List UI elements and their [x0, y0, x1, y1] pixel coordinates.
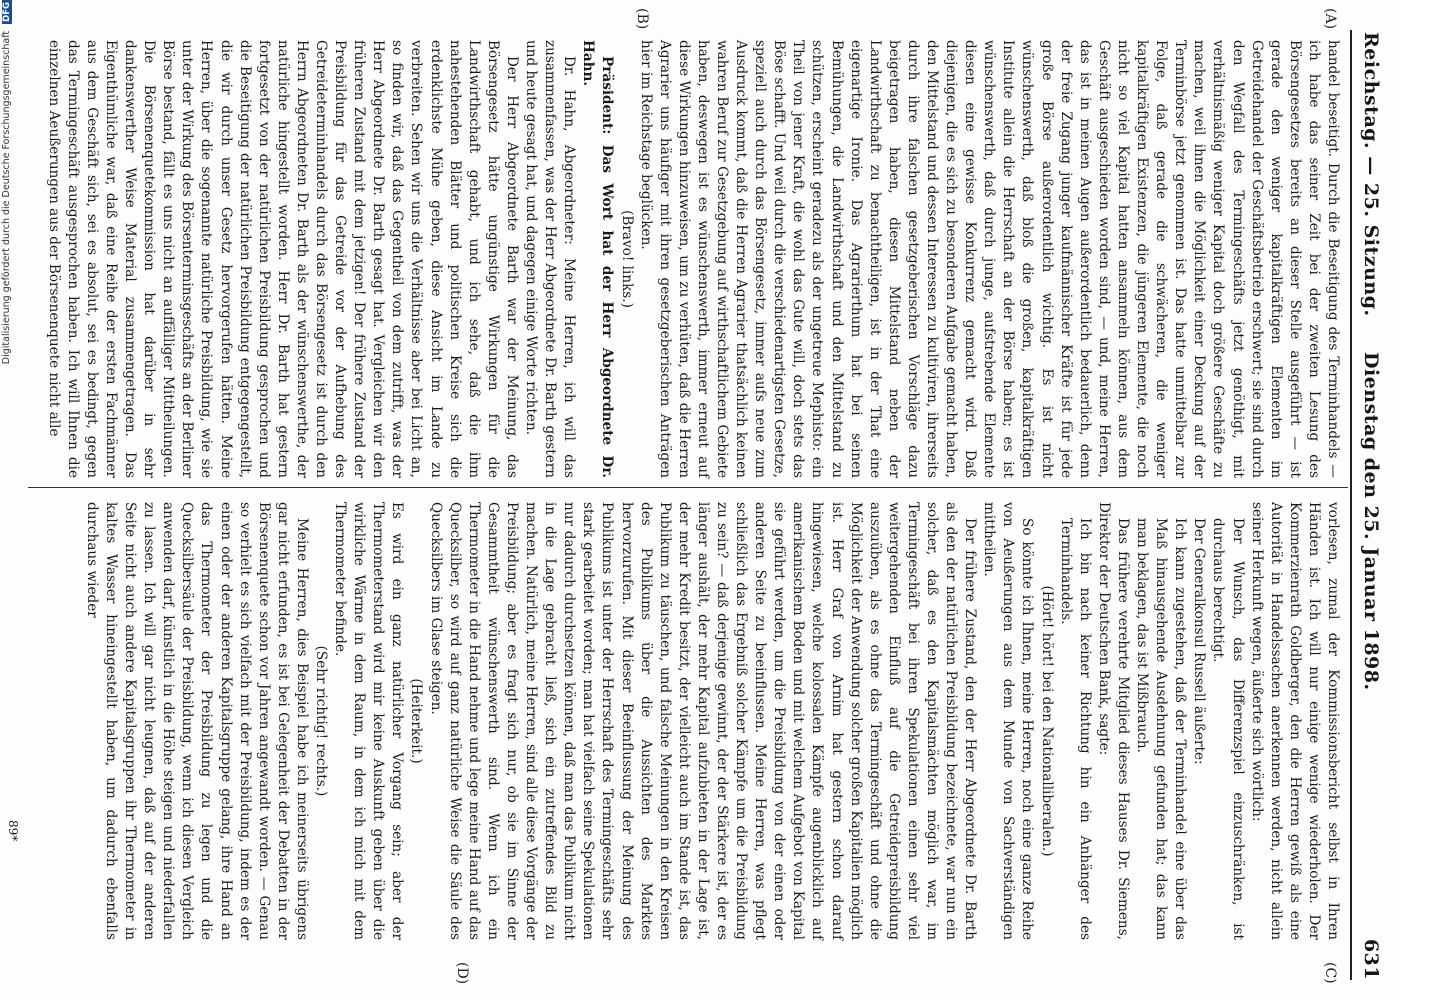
paragraph: Das frühere verehrte Mitglied dieses Hauses Dr. Siemens, Direktor der Deutschen Bank, sagte:: [1095, 502, 1131, 940]
margin-marker-b: (B): [634, 8, 650, 30]
header-rule: [1350, 30, 1352, 980]
margin-marker-a: (A): [1322, 8, 1338, 30]
paragraph: Der frühere Zustand, den der Herr Abgeordnete Dr. Barth als den der natürlichen Preisbildung bezeichnete, war nun ein solcher, daß es den Kapitalsmächten möglich war, im Termingeschäft bei ihren Spekulationen einen sehr viel weitergehenden Einfluß auf die Getreidepreisbildung auszuüben, als es ohne das Termingeschäft und ohne die Möglichkeit der Anwendung solcher großen Kapitalien möglich ist. Herr Graf von Arnim hat gestern schon darauf hingewiesen, welche kolossalen Kämpfe augenblicklich auf amerikanischem Boden und mit welchem Aufgebot von Kapital sie geführt werden, um die Preisbildung von der einen oder anderen Seite zu beeinflussen. Meine Herren, was pflegt schließlich das Ergebniß solcher Kämpfe um die Preisbildung zu sein? — daß derjenige gewinnt, der der Stärkere ist, der es länger aushält, der mehr Kapital aufzubieten in der Lage ist, der mehr Kredit besitzt, der vielleicht auch im Stande ist, das Publikum zu täuschen, und falsche Meinungen in den Kreisen des Publikums über die Aussichten des Marktes hervorzurufen. Mit dieser Beeinflussung der Meinung des Publikums ist unter der Herrschaft des Termingeschäfts sehr stark gearbeitet worden; man hat vielfach seine Spekulationen nur dadurch durchsetzen können, daß man das Publikum nicht in die Lage gebracht ließ, sich ein zutreffendes Bild zu machen. Natürlich, meine Herren, sind alle diese Vorgänge der Preisbildung; aber es fragt sich nur, ob sie im Sinne der Gesammtheit wünschenswerth sind. Wenn ich ein Thermometer in die Hand nehme und lege meine Hand auf das Quecksilber, so wird auf ganz natürliche Weise die Säule des Quecksilbers im Glase steigen.: [427, 502, 979, 940]
interjection: (Hört! hört! bei den Nationalliberalen.): [1038, 585, 1055, 857]
quotation: Ich kann zugestehen, daß der Terminhandel eine über das Maß hinausgehende Ausdehnung gefunden hat; das kann man beklagen, das ist Mißbrauch.: [1134, 518, 1189, 940]
header-left: Reichstag. — 25. Sitzung.: [1360, 32, 1382, 317]
paragraph: So könnte ich Ihnen, meine Herren, noch eine ganze Reihe von Aeußerungen aus dem Munde von Sachverständigen mittheilen.: [981, 502, 1036, 940]
paragraph: Der Herr Abgeordnete Barth war der Meinung, das Börsengesetz hätte ungünstige Wirkungen für die Landwirthschaft gehabt, und ich sehe, daß die ihm nahestehenden Blätter und politischen Kreise sich die erdenklichste Mühe geben, diese Ansicht im Lande zu verbreiten. Sehen wir uns die Verhältnisse aber bei Licht an, so finden wir, daß das Gegentheil von dem zutrifft, was der Herr Abgeordnete Dr. Barth gesagt hat. Vergleichen wir den früheren Zustand mit dem jetzigen! Der frühere Zustand der Preisbildung für das Getreide vor der Aufhebung des Getreideterminhandels durch das Börsengesetz ist durch den Herrn Abgeordneten Dr. Barth als der wünschenswerthe, der natürliche hingestellt worden. Herr Dr. Barth hat gestern fortgesetzt von der natürlichen Preisbildung gesprochen und die Beseitigung der natürlichen Preisbildung entgegengestellt, die wir durch unser Gesetz hervorgerufen hätten. Meine Herren, über die sogenannte natürliche Preisbildung, wie sie unter der Wirkung des Börsenterminsgeschäfts an der Berliner Börse bestand, fällt es uns nicht an auffälliger Mittheilungen. Die Börsenenquetekommission hat darüber in sehr dankenswerther Weise Material zusammengetragen. Das Eigenthümliche war, daß eine Reihe der ersten Fachmänner aus dem Geschäft sich, sei es absolut, sei es bedingt, gegen das Termingeschäft ausgesprochen haben. Ich will Ihnen die einzelnen Aeußerungen aus der Börsenenquete nicht alle: [45, 40, 520, 478]
paragraph: Meine Herren, dies Beispiel habe ich meinerseits übrigens gar nicht erfunden, es ist bei Gelegenheit der Debatten in der Börsenenquete schon vor Jahren angewandt worden. — Genau so verhielt es sich vielfach mit der Preisbildung, indem es der einen oder der anderen Kapitalsgruppe gelang, ihre Hand an das Thermometer der Preisbildung zu legen und die Quecksilbersäule der Preisbildung, wenn ich diesen Vergleich anwenden darf, künstlich in die Höhe steigen und niederfallen zu lassen. Ich will gar nicht leugnen, daß auf der anderen Seite nicht auch andere Kapitalsgruppen ihr Thermometer in kaltes Wasser hineingestellt haben, um dadurch ebenfalls durchaus wieder: [83, 502, 310, 940]
margin-marker-c: (C): [1322, 962, 1338, 984]
credit-text: Digitalisierung gefördert durch die Deutsche Forschungsgemeinschaft: [1, 30, 12, 365]
digitization-credit: [1, 0, 15, 1000]
header-date: Dienstag den 25. Januar 1898.: [1360, 352, 1382, 691]
signature-mark: 89*: [6, 820, 20, 842]
running-header: [1354, 32, 1388, 980]
dfg-logo: DFG: [2, 2, 12, 22]
paragraph: Der Generalkonsul Russell äußerte:: [1191, 518, 1208, 765]
page-number: 631: [1360, 938, 1382, 980]
margin-marker-d: (D): [454, 962, 470, 985]
paragraph: Dr. Hahn, Abgeordneter: Meine Herren, ich will das zusammenfassen, was der Herr Abgeordnete Dr. Barth gestern und heute gesagt hat, und dagegen einige Worte richten.: [523, 40, 578, 478]
paragraph: Es wird ein ganz natürlicher Vorgang sein; aber der Thermometerstand wird mir keine Auskunft geben über die wirkliche Wärme in dem Raum, in dem ich mich mit dem Thermometer befinde.: [332, 502, 406, 940]
column-divider: [28, 487, 1348, 488]
speaker-paragraph: Präsident: Das Wort hat der Herr Abgeordnete Dr. Hahn.: [580, 40, 616, 478]
quotation: Der Wunsch, das Differenzspiel einzuschränken, ist durchaus berechtigt.: [1210, 518, 1246, 940]
interjection: (Sehr richtig! rechts.): [313, 645, 330, 797]
left-column: [44, 40, 1342, 478]
interjection: (Bravo! links.): [618, 210, 635, 308]
quotation: Ich bin nach keiner Richtung hin ein Anhänger des Terminhandels.: [1057, 518, 1093, 940]
paragraph: vorlesen, zumal der Kommissionsbericht selbst in Ihren Händen ist. Ich will nur einige wenige wiederholen. Der Kommerzienrath Goldberger, den die Herren gewiß als eine Autorität in Handelssachen anerkennen werden, nicht allein seiner Herkunft wegen, äußerte sich wörtlich:: [1248, 502, 1341, 940]
interjection: (Heiterkeit.): [408, 678, 425, 764]
right-column: [82, 502, 1342, 940]
paragraph: handel beseitigt. Durch die Beseitigung des Terminhandels — ich habe das seiner Zeit bei der zweiten Lesung des Börsengesetzes bereits an dieser Stelle ausgeführt — ist gerade den weniger kapitalkräftigen Elementen im Getreidehandel der Geschäftsbetrieb erschwert; sie sind durch den Wegfall des Termingeschäfts jetzt genöthigt, mit verhältnismäßig weniger Kapital doch größere Geschäfte zu machen, weil ihnen die Möglichkeit einer Deckung auf der Terminbörse jetzt genommen ist. Das hatte unmittelbar zur Folge, daß gerade die schwächeren, die weniger kapitalkräftigen Existenzen, die jüngeren Elemente, die noch nicht so viel Kapital hatten ansammeln können, aus dem Geschäft ausgeschieden worden sind, — und, meine Herren, das ist in meinen Augen außerordentlich bedauerlich, denn der freie Zugang junger kaufmännischer Kräfte ist für jede große Börse außerordentlich wichtig. Es ist nicht wünschenswerth, daß bloß die großen, kapitalkräftigen Institute allein die Herrschaft an der Börse haben; es ist wünschenswerth, daß durch junge, aufstrebende Elemente diesen eine gewisse Konkurrenz gemacht wird. Daß diejenigen, die es sich zu besonderen Aufgabe gemacht haben, den Mittelstand und dessen Interessen zu kultiviren, ihrerseits durch ihre falschen gesetzgeberischen Vorschläge dazu beigetragen haben, diesen Mittelstand neben der Landwirthschaft zu benachtheiligen, ist in der That eine eigenartige Ironie. Das Agrarierthum hat bei seinen Bemühungen, die Landwirthschaft und den Mittelstand zu schützen, erscheint geradezu als der ungetreue Mephisto: ein Theil von jener Kraft, die wohl das Gute will, doch stets das Böse schafft. Und weil durch die verschiedenartigsten Gesetze, speziell auch durch das Börsengesetz, immer aufs neue zum Ausdruck kommt, daß die Herren Agrarier thatsächlich keinen wahren Beruf zur Gesetzgebung auf wirthschaftlichem Gebiete haben, deswegen ist es wünschenswerth, immer erneut auf diese Wirkungen hinzuweisen, um zu verhüten, daß die Herren Agrarier uns häufiger mit ihren gesetzgeberischen Anträgen hier im Reichstage beglücken.: [637, 40, 1341, 478]
